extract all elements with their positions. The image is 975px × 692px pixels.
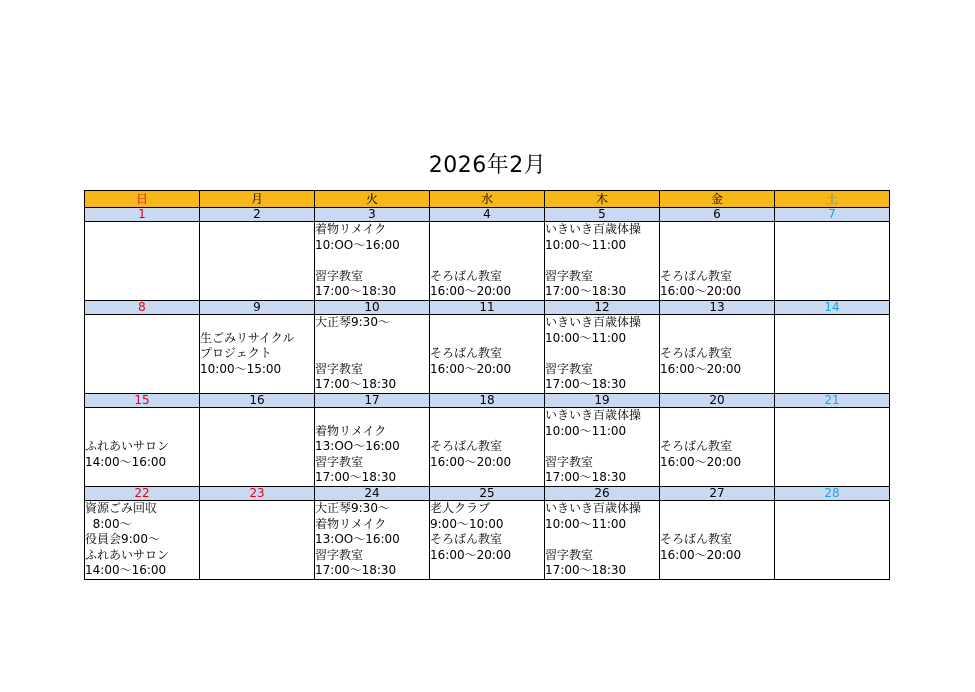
- event-line: ふれあいサロン: [85, 547, 170, 562]
- event-line: いきいき百歳体操: [545, 408, 642, 422]
- day-cell: [775, 501, 890, 580]
- weekday-sunday: 日: [85, 191, 200, 208]
- day-number: 27: [660, 487, 775, 501]
- day-cell: [315, 501, 430, 580]
- event-line: 10:00～15:00: [200, 361, 282, 376]
- day-cell: [200, 501, 315, 580]
- event-line: いきいき百歳体操: [545, 315, 642, 329]
- event-line: 10:00～11:00: [545, 516, 627, 531]
- event-line: 17:00～18:30: [545, 470, 627, 485]
- event-line: [660, 331, 774, 347]
- event-line: [315, 408, 429, 424]
- day-cell: [200, 315, 315, 394]
- day-cell: [430, 408, 545, 487]
- day-number: 15: [85, 394, 200, 408]
- day-number: 21: [775, 394, 890, 408]
- event-line: 16:00～20:00: [660, 454, 742, 469]
- event-line: [85, 424, 199, 440]
- event-line: 着物リメイク: [315, 423, 387, 438]
- event-line: 17:00～18:30: [545, 284, 627, 299]
- event-line: そろばん教室: [430, 346, 503, 361]
- day-cell: [775, 222, 890, 301]
- event-line: [545, 532, 659, 548]
- event-line: 8:00～: [85, 516, 132, 531]
- event-line: 16:00～20:00: [430, 454, 512, 469]
- day-number: 5: [545, 208, 660, 222]
- event-line: そろばん教室: [430, 439, 503, 454]
- week-2-date-row: [85, 301, 890, 315]
- day-cell: [200, 222, 315, 301]
- event-line: [660, 501, 774, 517]
- day-cell: [315, 408, 430, 487]
- day-number: 8: [85, 301, 200, 315]
- weekday-saturday: 土: [775, 191, 890, 208]
- event-line: [315, 331, 429, 347]
- day-number: 9: [200, 301, 315, 315]
- event-line: 16:00～20:00: [660, 547, 742, 562]
- page-title: 2026年2月: [428, 153, 547, 178]
- day-cell: [660, 222, 775, 301]
- event-line: 役員会9:00～: [85, 532, 160, 547]
- event-line: 習字教室: [545, 547, 594, 562]
- day-cell: [85, 501, 200, 580]
- day-number: 23: [200, 487, 315, 501]
- day-number: 22: [85, 487, 200, 501]
- day-cell: [315, 222, 430, 301]
- event-line: そろばん教室: [430, 532, 503, 547]
- weekday-header-row: [85, 191, 890, 208]
- day-cell: [85, 315, 200, 394]
- week-4-events-row: [85, 501, 890, 580]
- event-line: 17:00～18:30: [315, 284, 397, 299]
- day-number: 2: [200, 208, 315, 222]
- day-number: 13: [660, 301, 775, 315]
- event-line: プロジェクト: [200, 346, 272, 361]
- event-line: [660, 315, 774, 331]
- event-line: 資源ごみ回収: [85, 501, 158, 515]
- event-line: [430, 331, 544, 347]
- day-number: 1: [85, 208, 200, 222]
- day-number: 17: [315, 394, 430, 408]
- event-line: いきいき百歳体操: [545, 222, 642, 236]
- day-cell: [545, 501, 660, 580]
- day-number: 12: [545, 301, 660, 315]
- event-line: [660, 253, 774, 269]
- event-line: 着物リメイク: [315, 516, 387, 531]
- event-line: 習字教室: [315, 547, 364, 562]
- day-cell: [660, 408, 775, 487]
- event-line: 13:OO～16:00: [315, 439, 400, 454]
- day-number: 3: [315, 208, 430, 222]
- week-3-date-row: [85, 394, 890, 408]
- event-line: 習字教室: [315, 454, 364, 469]
- event-line: [660, 238, 774, 254]
- day-number: 7: [775, 208, 890, 222]
- day-cell: [545, 222, 660, 301]
- day-cell: [775, 315, 890, 394]
- event-line: 習字教室: [545, 454, 594, 469]
- week-1-events-row: [85, 222, 890, 301]
- event-line: そろばん教室: [660, 532, 733, 547]
- event-line: [430, 253, 544, 269]
- day-cell: [430, 501, 545, 580]
- event-line: 17:00～18:30: [315, 563, 397, 578]
- event-line: 10:00～11:00: [545, 423, 627, 438]
- event-line: 17:00～18:30: [315, 470, 397, 485]
- event-line: 16:00～20:00: [430, 547, 512, 562]
- event-line: 着物リメイク: [315, 222, 387, 236]
- event-line: [315, 346, 429, 362]
- day-number: 20: [660, 394, 775, 408]
- event-line: 老人クラブ: [430, 501, 491, 515]
- event-line: 17:00～18:30: [545, 377, 627, 392]
- weekday-tuesday: 火: [315, 191, 430, 208]
- day-number: 24: [315, 487, 430, 501]
- day-number: 4: [430, 208, 545, 222]
- day-number: 26: [545, 487, 660, 501]
- event-line: [200, 315, 314, 331]
- event-line: 10:00～11:00: [545, 237, 627, 252]
- day-cell: [775, 408, 890, 487]
- event-line: [430, 424, 544, 440]
- day-cell: [545, 315, 660, 394]
- event-line: 生ごみリサイクル: [200, 330, 295, 345]
- event-line: そろばん教室: [660, 346, 733, 361]
- weekday-wednesday: 水: [430, 191, 545, 208]
- day-cell: [545, 408, 660, 487]
- event-line: 大正琴9:30～: [315, 315, 390, 329]
- event-line: 習字教室: [545, 268, 594, 283]
- week-1-date-row: [85, 208, 890, 222]
- event-line: [430, 315, 544, 331]
- weekday-thursday: 木: [545, 191, 660, 208]
- event-line: [660, 408, 774, 424]
- event-line: [660, 517, 774, 533]
- event-line: そろばん教室: [660, 268, 733, 283]
- event-line: そろばん教室: [660, 439, 733, 454]
- event-line: 14:00～16:00: [85, 563, 167, 578]
- day-number: 19: [545, 394, 660, 408]
- event-line: 習字教室: [545, 361, 594, 376]
- day-cell: [430, 222, 545, 301]
- event-line: [85, 408, 199, 424]
- day-cell: [315, 315, 430, 394]
- event-line: [430, 238, 544, 254]
- event-line: [545, 346, 659, 362]
- day-number: 6: [660, 208, 775, 222]
- day-number: 11: [430, 301, 545, 315]
- event-line: そろばん教室: [430, 268, 503, 283]
- event-line: [545, 253, 659, 269]
- calendar-table: [84, 190, 890, 580]
- day-cell: [200, 408, 315, 487]
- event-line: [545, 439, 659, 455]
- day-number: 14: [775, 301, 890, 315]
- day-cell: [85, 408, 200, 487]
- weekday-friday: 金: [660, 191, 775, 208]
- event-line: 習字教室: [315, 268, 364, 283]
- event-line: [660, 222, 774, 238]
- day-cell: [660, 501, 775, 580]
- event-line: 16:00～20:00: [660, 361, 742, 376]
- day-number: 25: [430, 487, 545, 501]
- day-cell: [430, 315, 545, 394]
- event-line: 16:00～20:00: [660, 284, 742, 299]
- event-line: [315, 253, 429, 269]
- event-line: 大正琴9:30～: [315, 501, 390, 515]
- week-4-date-row: [85, 487, 890, 501]
- event-line: いきいき百歳体操: [545, 501, 642, 515]
- event-line: 9:00～10:00: [430, 516, 504, 531]
- event-line: 13:OO～16:00: [315, 532, 400, 547]
- event-line: [430, 222, 544, 238]
- day-number: 10: [315, 301, 430, 315]
- event-line: 10:OO～16:00: [315, 237, 400, 252]
- day-number: 16: [200, 394, 315, 408]
- day-cell: [85, 222, 200, 301]
- day-number: 18: [430, 394, 545, 408]
- week-2-events-row: [85, 315, 890, 394]
- event-line: 16:00～20:00: [430, 361, 512, 376]
- week-3-events-row: [85, 408, 890, 487]
- event-line: 17:00～18:30: [545, 563, 627, 578]
- event-line: 14:00～16:00: [85, 454, 167, 469]
- event-line: [430, 408, 544, 424]
- day-cell: [660, 315, 775, 394]
- event-line: 16:00～20:00: [430, 284, 512, 299]
- event-line: 10:00～11:00: [545, 330, 627, 345]
- event-line: [660, 424, 774, 440]
- event-line: 習字教室: [315, 361, 364, 376]
- day-number: 28: [775, 487, 890, 501]
- event-line: ふれあいサロン: [85, 439, 170, 454]
- event-line: 17:00～18:30: [315, 377, 397, 392]
- weekday-monday: 月: [200, 191, 315, 208]
